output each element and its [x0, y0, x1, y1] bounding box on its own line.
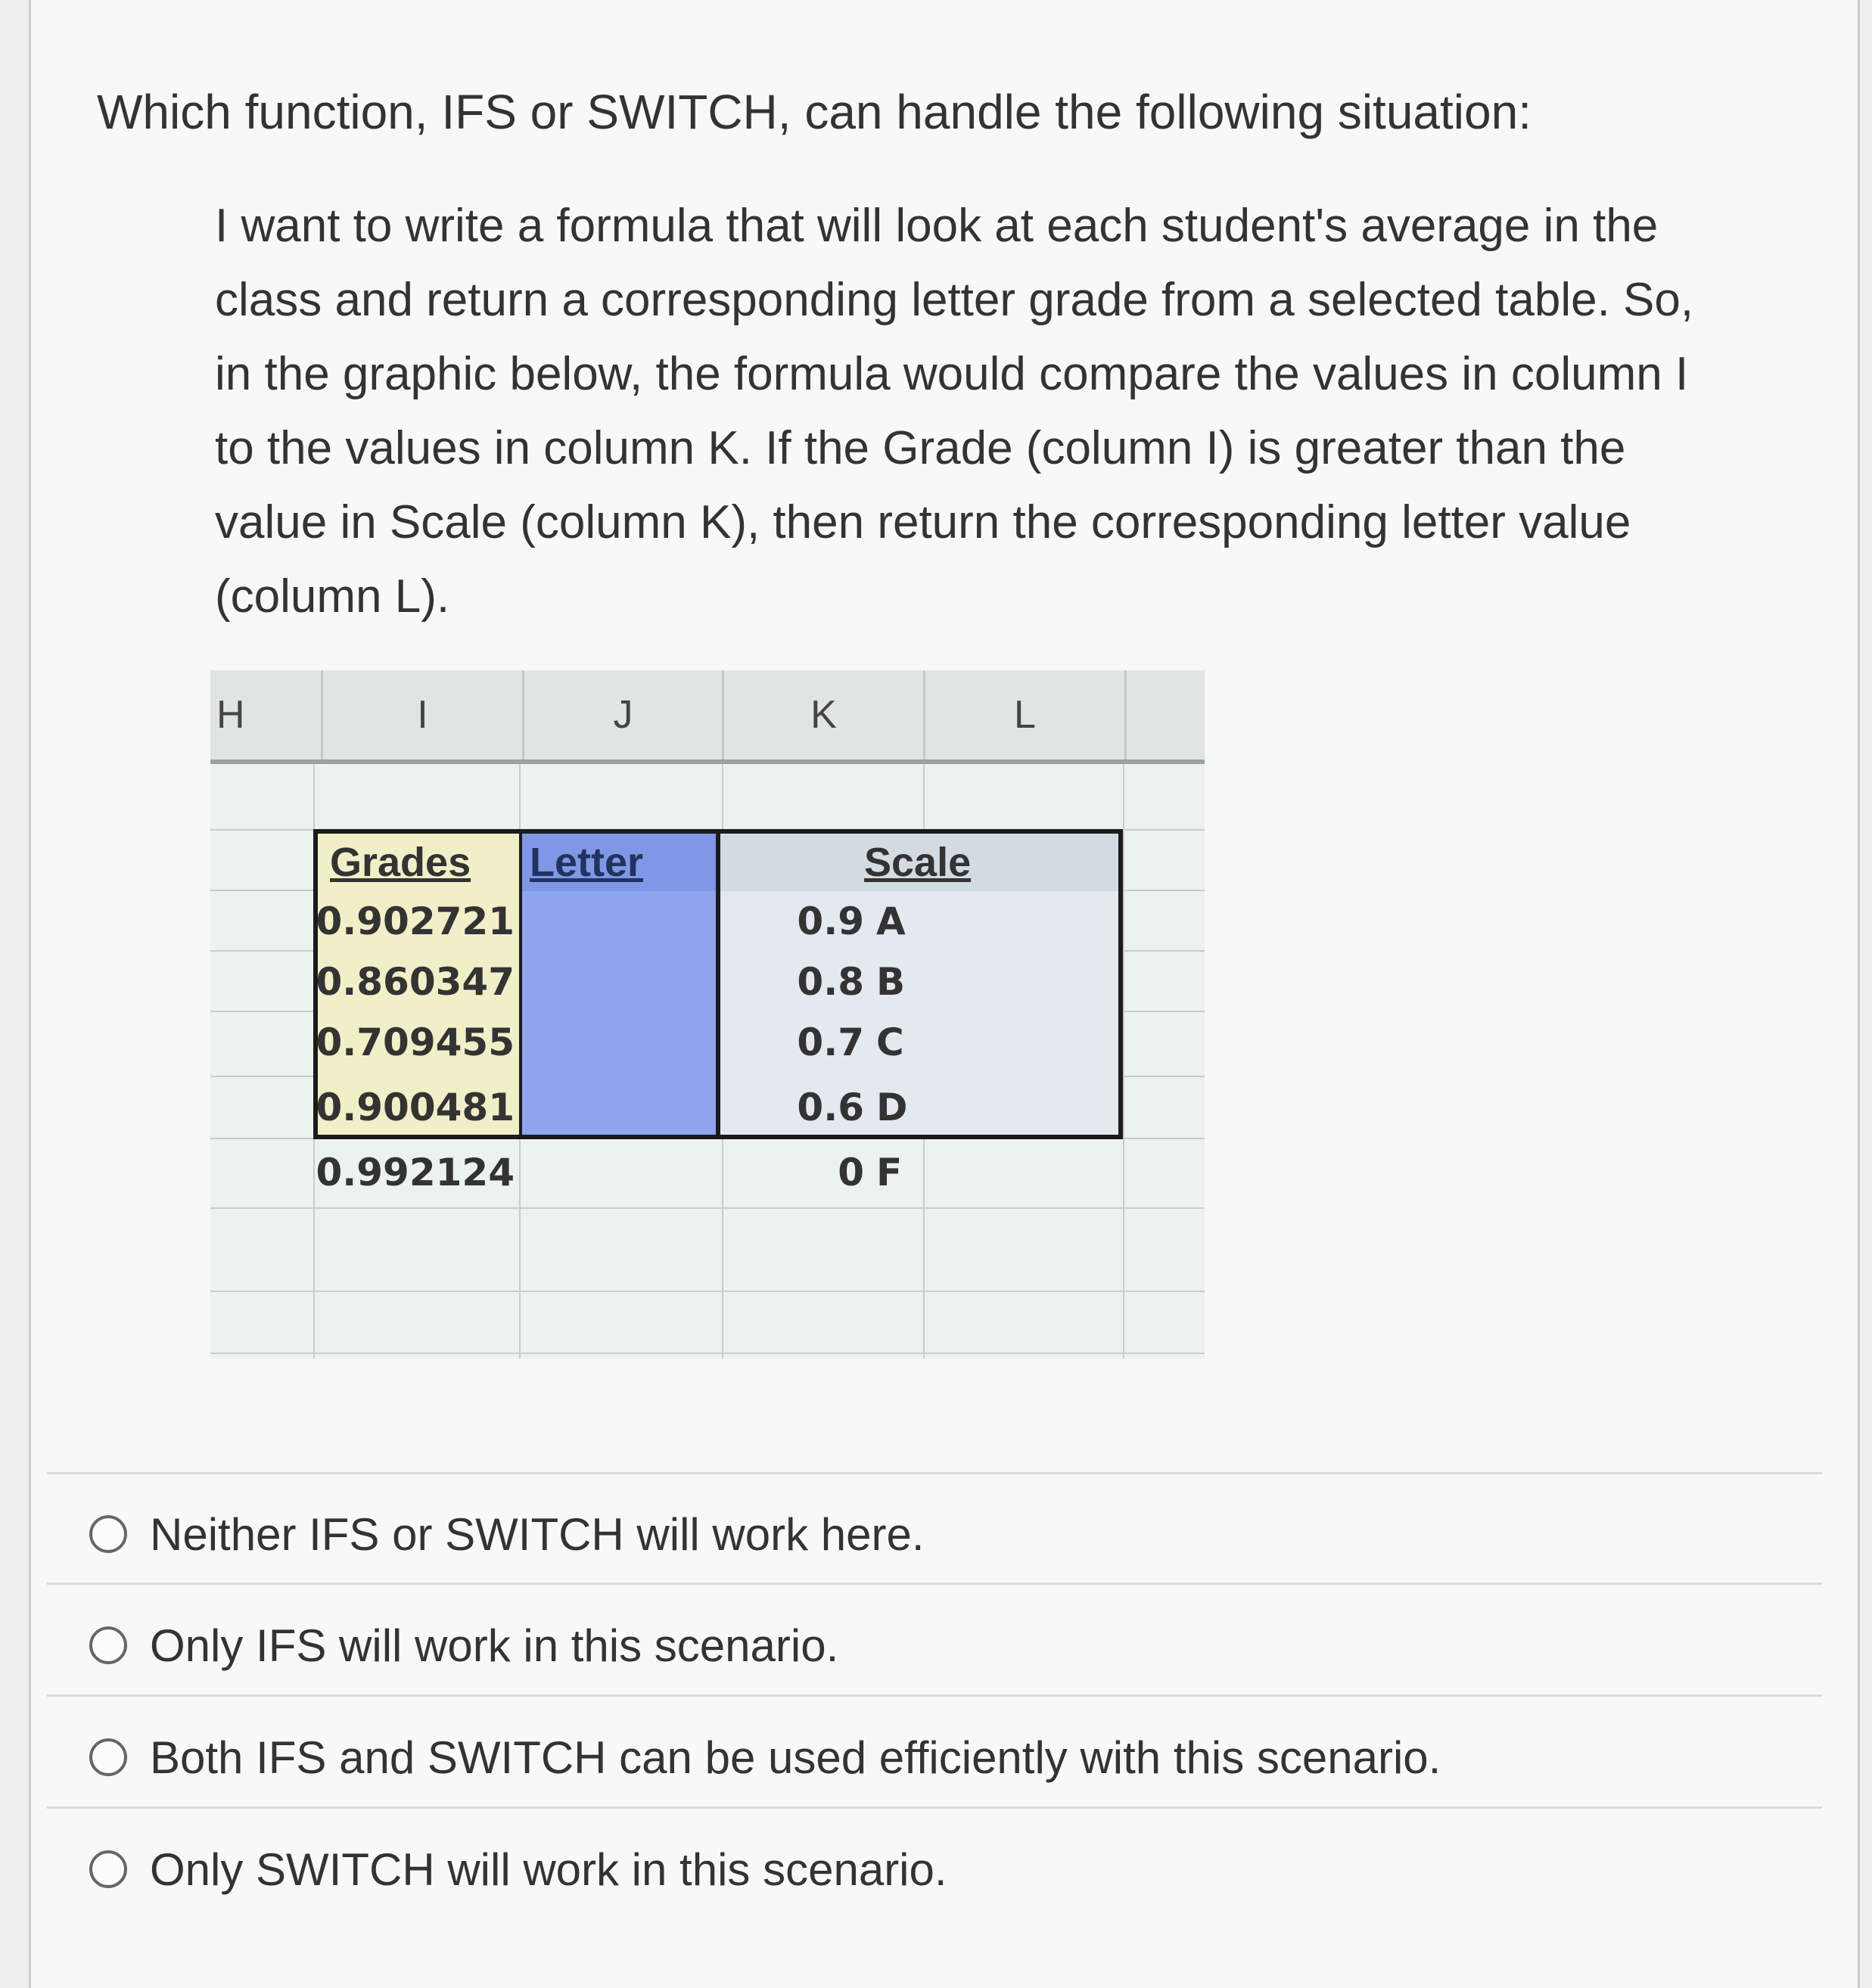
option-label[interactable]: Neither IFS or SWITCH will work here.	[150, 1508, 925, 1560]
grades-column	[316, 834, 522, 1194]
scale-letter: C	[876, 1020, 904, 1064]
question-body-line: class and return a corresponding letter grade from a selected table. So,	[215, 274, 1694, 326]
scale-value: 0.6	[797, 1086, 864, 1129]
grade-table	[313, 829, 1123, 1194]
radio-button[interactable]	[89, 1515, 127, 1553]
grid-line	[210, 1353, 1205, 1354]
column-header-j: J	[522, 670, 722, 759]
divider	[47, 1472, 1822, 1474]
question-body-line: (column L).	[215, 570, 450, 623]
grid-line	[210, 1291, 1205, 1292]
option-neither[interactable]	[89, 1500, 925, 1568]
column-header-k: K	[722, 670, 923, 759]
letter-column	[522, 834, 720, 1135]
column-header-h: H	[216, 693, 245, 737]
option-label[interactable]: Only IFS will work in this scenario.	[150, 1620, 839, 1671]
question-body-line: I want to write a formula that will look at each student's average in the	[215, 200, 1659, 252]
question-body-line: in the graphic below, the formula would compare the values in column I	[215, 348, 1689, 400]
option-label[interactable]: Both IFS and SWITCH can be used efficiently with this scenario.	[150, 1732, 1441, 1783]
divider	[47, 1694, 1822, 1697]
column-header-m	[1124, 670, 1205, 759]
grade-cell: 0.860347	[316, 960, 515, 1004]
scale-value: 0.9	[797, 899, 864, 943]
scale-letter: D	[876, 1086, 908, 1129]
question-title: Which function, IFS or SWITCH, can handle the following situation:	[97, 85, 1531, 139]
radio-button[interactable]	[89, 1850, 127, 1888]
grid-line	[210, 1207, 1205, 1209]
option-both[interactable]	[89, 1723, 1441, 1791]
radio-button[interactable]	[89, 1626, 127, 1664]
grades-header: Grades	[330, 840, 471, 885]
scale-letter: A	[876, 899, 906, 943]
question-body-line: to the values in column K. If the Grade (column I) is greater than the	[215, 422, 1626, 474]
letter-header: Letter	[530, 840, 644, 885]
scale-value: 0	[838, 1151, 864, 1194]
radio-button[interactable]	[89, 1738, 127, 1776]
column-header-i: I	[321, 670, 522, 759]
scale-header: Scale	[864, 840, 972, 885]
grid-line	[1123, 764, 1124, 1359]
grade-cell: 0.709455	[316, 1020, 515, 1064]
column-header-l: L	[923, 670, 1124, 759]
grade-cell: 0.992124	[316, 1151, 515, 1194]
option-only-ifs[interactable]	[89, 1611, 838, 1679]
scale-letter: F	[876, 1151, 903, 1194]
scale-value: 0.8	[797, 960, 864, 1004]
question-body	[215, 189, 1789, 634]
option-only-switch[interactable]	[89, 1835, 947, 1903]
spreadsheet-graphic	[210, 670, 1205, 1359]
question-body-line: value in Scale (column K), then return the corresponding letter value	[215, 496, 1631, 548]
scale-value: 0.7	[797, 1020, 864, 1064]
grade-cell: 0.902721	[316, 899, 515, 943]
scale-letter: B	[876, 960, 906, 1004]
grade-cell: 0.900481	[316, 1086, 515, 1129]
divider	[47, 1583, 1822, 1585]
divider	[47, 1806, 1822, 1809]
scale-column	[720, 834, 1118, 1194]
option-label[interactable]: Only SWITCH will work in this scenario.	[150, 1844, 947, 1895]
column-header-row	[210, 670, 1205, 764]
